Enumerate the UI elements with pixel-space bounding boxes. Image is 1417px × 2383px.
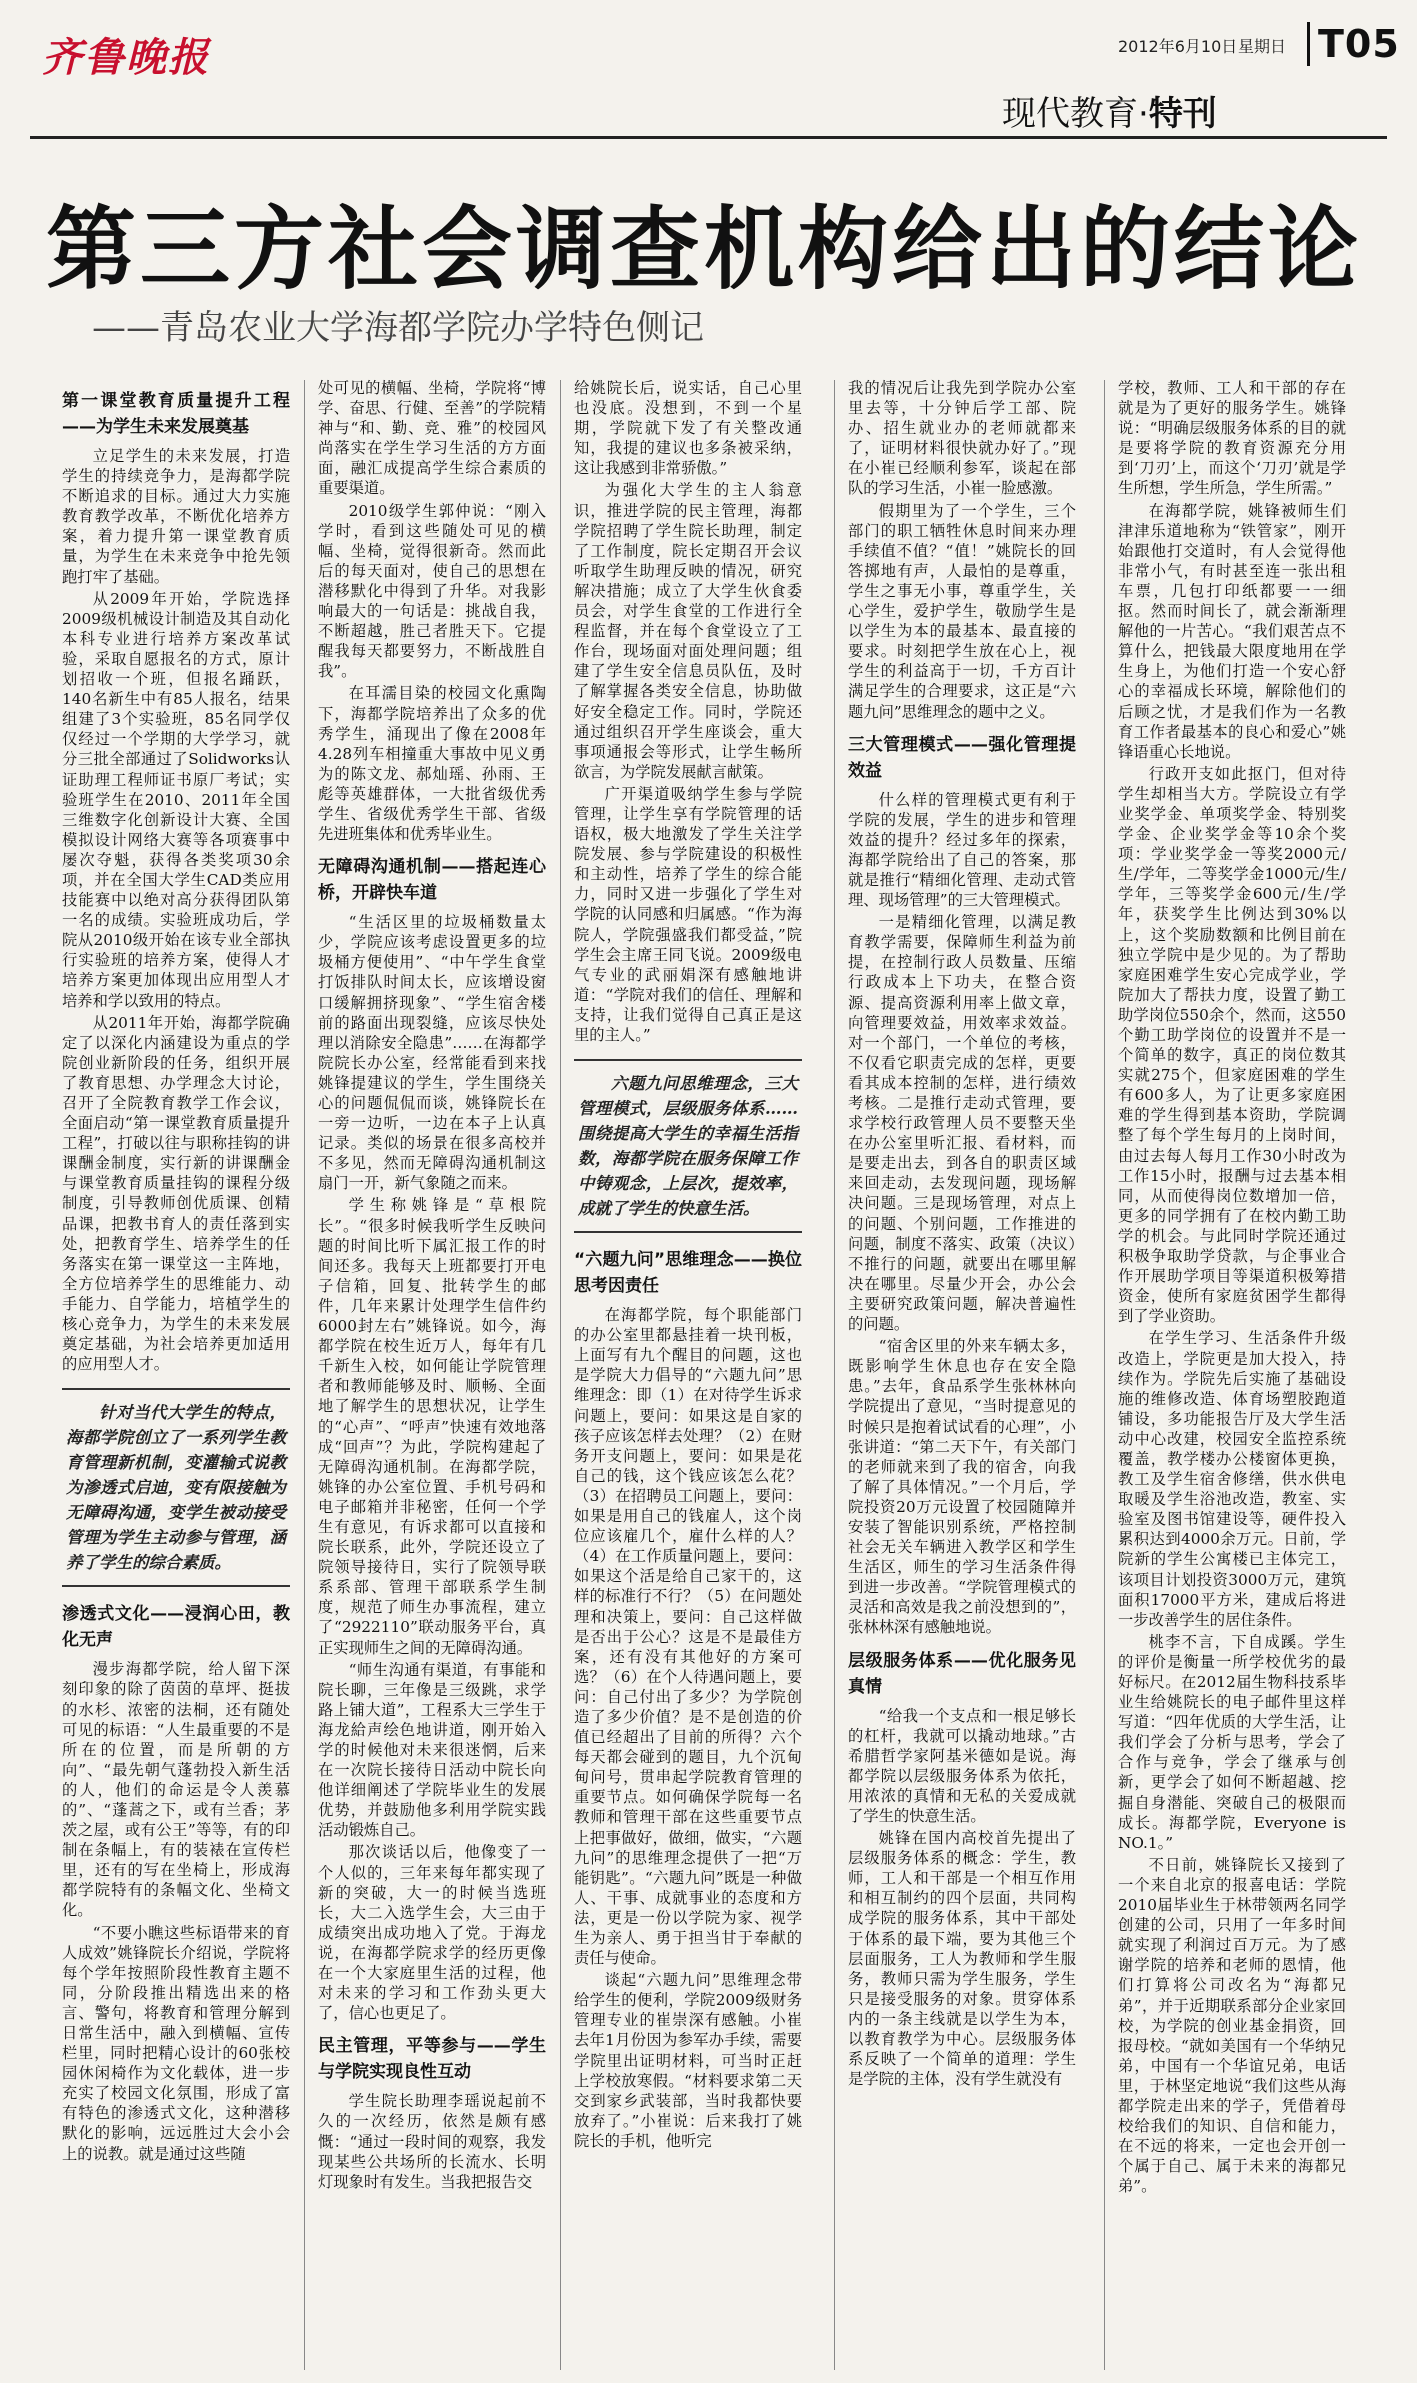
paragraph: “不要小瞧这些标语带来的育人成效”姚锋院长介绍说，学院将每个学年按照阶段性教育主题不同，分阶段推出精选出来的格言、警句，将教育和管理分解到日常生活中，融入到横幅、宣传栏里，同时把精心设计的60张校园休闲椅作为文化载体，进一步充实了校园文化氛围，形成了富有特色的渗透式文化，这种潜移默化的影响，远远胜过大会小会上的说教。就是通过这些随 (62, 1923, 290, 2163)
section-title-main: 现代教育· (1002, 94, 1149, 134)
paragraph: 在学生学习、生活条件升级改造上，学院更是加大投入，持续作为。学院先后实施了基础设施的维修改造、体育场塑胶跑道铺设，多功能报告厅及大学生活动中心改建，校园安全监控系统覆盖，教学楼办公楼窗体更换，教工及学生宿舍修缮，供水供电取暖及学生浴池改造，教室、实验室及图书馆建设等，硬件投入累积达到4000余万元。日前，学院新的学生公寓楼已主体完工，该项目计划投资3000万元，建筑面积17000平方米，建成后将进一步改善学生的居住条件。 (1118, 1329, 1346, 1629)
column-divider (304, 380, 305, 2370)
section-heading: 无障碍沟通机制——搭起连心桥，开辟快车道 (318, 857, 546, 904)
paragraph: 我的情况后让我先到学院办公室里去等，十分钟后学工部、院办、招生就业办的老师就都来了，证明材料很快就办好了。”现在小崔已经顺利参军，谈起在部队的学习生活，小崔一脸感激。 (848, 379, 1076, 498)
article-column-1 (62, 378, 290, 2166)
article-column-5 (1118, 378, 1346, 2198)
page-number-divider (1307, 22, 1310, 66)
paragraph: 广开渠道吸纳学生参与学院管理，让学生享有学院管理的话语权，极大地激发了学生关注学院发展、参与学院建设的积极性和主动性，培养了学生的综合能力，同时又进一步强化了学生对学院的认同感和归属感。“作为海院人，学院强盛我们都受益，”院学生会主席王同飞说。2009级电气专业的武丽娟深有感触地讲道：“学院对我们的信任、理解和支持，让我们觉得自己真正是这里的主人。” (574, 784, 802, 1044)
weekday: 星期日 (1238, 37, 1287, 56)
paragraph: 谈起“六题九问”思维理念带给学生的便利，学院2009级财务管理专业的崔崇深有感触。小崔去年1月份因为参军办手续，需要学院里出证明材料，可当时正赶上学校放寒假。“材料要求第二天交到家乡武装部，当时我都快要放弃了。”小崔说：后来我打了姚院长的手机，他听完 (574, 1971, 802, 2150)
paragraph: 不日前，姚锋院长又接到了一个来自北京的报喜电话：学院2010届毕业生于林带领两名同学创建的公司，只用了一年多时间就实现了利润过百万元。为了感谢学院的培养和老师的恩情，他们打算将公司改名为“海都兄弟”，并于近期联系部分企业家回校，为学院的创业基金捐资，回报母校。“就如美国有一个华纳兄弟，中国有一个华谊兄弟，电话里，于林坚定地说“我们这些从海都学院走出来的学子，凭借着母校给我们的知识、自信和能力，在不远的将来，一定也会开创一个属于自己、属于未来的海都兄弟”。 (1118, 1855, 1346, 2196)
paragraph: 处可见的横幅、坐椅，学院将“博学、奋思、行健、至善”的学院精神与“和、勤、竞、雅”的校园风尚落实在学生学习生活的方方面面，融汇成提高学生综合素质的重要渠道。 (318, 379, 546, 498)
paragraph: 学生称姚锋是“草根院长”。“很多时候我听学生反映问题的时间比听下属汇报工作的时间还多。我每天上班都要打开电子信箱，回复、批转学生的邮件，几年来累计处理学生信件约6000封左右”姚锋说。如今，海都学院在校生近万人，每年有几千新生入校，如何能让学院管理者和教师能够及时、顺畅、全面地了解学生的思想状况，让学生的“心声”、“呼声”快速有效地落成“回声”？为此，学院构建起了无障碍沟通机制。在海都学院，姚锋的办公室位置、手机号码和电子邮箱并非秘密，任何一个学生有意见，有诉求都可以直接和院长联系，此外，学院还设立了院领导接待日，实行了院领导联系系部、管理干部联系学生制度，规范了师生办事流程，建立了“2922110”联动服务平台，真正实现师生之间的无障碍沟通。 (318, 1196, 546, 1657)
section-heading: 民主管理，平等参与——学生与学院实现良性互动 (318, 2036, 546, 2083)
headline: 第三方社会调查机构给出的结论 (46, 197, 1362, 302)
section-heading: 三大管理模式——强化管理提效益 (848, 734, 1076, 781)
paragraph: 学校，教师、工人和干部的存在就是为了更好的服务学生。姚锋说：“明确层级服务体系的目的就是要将学院的教育资源充分用到‘刀刃’上，而这个‘刀刃’就是学生所想，学生所急，学生所需。” (1118, 379, 1346, 498)
column-divider (560, 380, 561, 2370)
paragraph: “给我一个支点和一根足够长的杠杆，我就可以撬动地球。”古希腊哲学家阿基米德如是说。海都学院以层级服务体系为依托，用浓浓的真情和无私的关爱成就了学生的快意生活。 (848, 1706, 1076, 1825)
paragraph: 给姚院长后，说实话，自己心里也没底。没想到，不到一个星期，学院就下发了有关整改通知，我提的建议也多条被采纳，这让我感到非常骄傲。” (574, 379, 802, 478)
column-divider (834, 380, 835, 2370)
paragraph: 从2009年开始，学院选择2009级机械设计制造及其自动化本科专业进行培养方案改革试验，采取自愿报名的方式，原计划招收一个班，但报名踊跃，140名新生中有85人报名，结果组建了3个实验班，85名同学仅仅经过一个学期的大学学习，就分三批全部通过了Solidworks认证助理工程师证书原厂考试；实验班学生在2010、2011年全国三维数字化创新设计大赛、全国模拟设计网络大赛等各项赛事中屡次夺魁，获得各类奖项30余项，并在全国大学生CAD类应用技能赛中以绝对高分获得团队第一名的成绩。实验班成功后，学院从2010级开始在该专业全部执行实验班的培养方案，使得人才培养方案更加体现出应用型人才培养和学以致用的特点。 (62, 589, 290, 1010)
paragraph: 桃李不言，下自成蹊。学生的评价是衡量一所学校优劣的最好标尺。在2012届生物科技系毕业生给姚院长的电子邮件里这样写道：“四年优质的大学生活，让我们学会了分析与思考，学会了合作与竞争，学会了继承与创新，更学会了如何不断超越、挖掘自身潜能、突破自己的极限而成长。海都学院，Everyone is NO.1。” (1118, 1632, 1346, 1852)
paragraph: 在耳濡目染的校园文化熏陶下，海都学院培养出了众多的优秀学生，涌现出了像在2008年4.28列车相撞重大事故中见义勇为的陈文龙、郝灿瑶、孙雨、王彪等英雄群体，一大批省级优秀学生、省级优秀学生干部、省级先进班集体和优秀毕业生。 (318, 684, 546, 844)
section-heading: 层级服务体系——优化服务见真情 (848, 1650, 1076, 1697)
paragraph: 为强化大学生的主人翁意识，推进学院的民主管理，海都学院招聘了学生院长助理，制定了工作制度，院长定期召开会议听取学生助理反映的情况，研究解决措施；成立了大学生伙食委员会，对学生食堂的工作进行全程监督，并在每个食堂设立了工作台，现场面对面处理问题；组建了学生安全信息员队伍，及时了解掌握各类安全信息，协助做好安全稳定工作。同时，学院还通过组织召开学生座谈会，重大事项通报会等形式，让学生畅所欲言，为学院发展献言献策。 (574, 481, 802, 781)
paragraph: 漫步海都学院，给人留下深刻印象的除了茵茵的草坪、挺拔的水杉、浓密的法桐，还有随处可见的标语：“人生最重要的不是所在的位置，而是所朝的方向”、“最先朝气蓬勃投入新生活的人，他们的命运是令人羡慕的”、“蓬蒿之下，或有兰香；茅茨之屋，或有公王”等等，有的印制在条幅上，有的装裱在宣传栏里，还有的写在坐椅上，形成海都学院特有的条幅文化、坐椅文化。 (62, 1660, 290, 1920)
paragraph: 立足学生的未来发展，打造学生的持续竞争力，是海都学院不断追求的目标。通过大力实施教育教学改革，不断优化培养方案，着力提升第一课堂教育质量，为学生在未来竞争中抢先领跑打牢了基础。 (62, 447, 290, 586)
paragraph: “宿舍区里的外来车辆太多，既影响学生休息也存在安全隐患。”去年，食品系学生张林林向学院提出了意见，“当时提意见的时候只是抱着试试看的心理”，小张讲道：“第二天下午，有关部门的老师就来到了我的宿舍，向我了解了具体情况。”一个月后，学院投资20万元设置了校园随障并安装了智能识别系统，严格控制社会无关车辆进入教学区和学生生活区，师生的学习生活条件得到进一步改善。“学院管理模式的灵活和高效是我之前没想到的”，张林林深有感触地说。 (848, 1337, 1076, 1637)
section-title-emphasis: 特刊 (1148, 94, 1217, 134)
paragraph: “生活区里的垃圾桶数量太少，学院应该考虑设置更多的垃圾桶方便使用”、“中午学生食堂打饭排队时间太长，应该增设窗口缓解拥挤现象”、“学生宿舍楼前的路面出现裂缝，应该尽快处理以消除安全隐患”……在海都学院院长办公室，经常能看到来找姚锋提建议的学生，学生围绕关心的问题侃侃而谈，姚锋院长在一旁一边听，一边在本子上认真记录。类似的场景在很多高校并不多见，然而无障碍沟通机制这扇门一开，新气象随之而来。 (318, 913, 546, 1193)
page-number: T05 (1318, 22, 1400, 66)
paragraph: 行政开支如此抠门，但对待学生却相当大方。学院设立有学业奖学金、单项奖学金、特别奖学金、企业奖学金等10余个奖项：学业奖学金一等奖2000元/生/学年，二等奖学金1000元/生/学年，三等奖学金600元/生/学年，获奖学生比例达到30%以上，这个奖励数额和比例目前在独立学院中是少见的。为了帮助家庭困难学生安心完成学业，学院加大了帮扶力度，设置了勤工助学岗位550余个，然而，这550个勤工助学岗位的设置并不是一个简单的数字，真正的岗位数其实就275个，但家庭困难的学生有600多人，为了让更多家庭困难的学生得到基本资助，学院调整了每个学生每月的上岗时间，由过去每人每月工作30小时改为工作15小时，报酬与过去基本相同，从而使得岗位数增加一倍，更多的同学拥有了在校内勤工助学的机会。与此同时学院还通过积极争取助学贷款，与企事业合作开展助学项目等渠道积极筹措资金，使所有家庭贫困学生都得到了学业资助。 (1118, 764, 1346, 1326)
pull-quote: 针对当代大学生的特点，海都学院创立了一系列学生教育管理新机制，变灌输式说教为渗透式启迪，变有限接触为无障碍沟通，变学生被动接受管理为学生主动参与管理，涵养了学生的综合素质。 (62, 1388, 290, 1587)
paragraph: 从2011年开始，海都学院确定了以深化内涵建设为重点的学院创业新阶段的任务，组织开展了教育思想、办学理念大讨论，召开了全院教育教学工作会议，全面启动“第一课堂教育质量提升工程”，打破以往与职称挂钩的讲课酬金制度，实行新的讲课酬金与课堂教育质量挂钩的课程分级制度，引导教师创优质课、创精品课，把教书育人的责任落到实处，把教育学生、培养学生的任务落实在第一课堂这一主阵地，全方位培养学生的思维能力、动手能力、自学能力，培植学生的核心竞争力，为学生的未来发展奠定基础，为社会培养更加适用的应用型人才。 (62, 1013, 290, 1374)
issue-date: 2012年6月10日 (1118, 37, 1238, 56)
paragraph: “师生沟通有渠道，有事能和院长聊，三年像是三级跳，求学路上铺大道”，工程系大三学生于海龙給声绘色地讲道，刚开始入学的时候他对未来很迷惘，后来在一次院长接待日活动中院长向他详细阐述了学院毕业生的发展优势，并鼓励他多利用学院实践活动锻炼自己。 (318, 1660, 546, 1840)
masthead: 齐鲁晚报 (42, 34, 210, 81)
paragraph: 那次谈话以后，他像变了一个人似的，三年来每年都实现了新的突破，大一的时候当选班长，大二入选学生会，大三由于成绩突出成功地入了党。于海龙说，在海都学院求学的经历更像在一个大家庭里生活的过程，他对未来的学习和工作劲头更大了，信心也更足了。 (318, 1843, 546, 2023)
paragraph: 假期里为了一个学生，三个部门的职工牺牲休息时间来办理手续值不值？“值！”姚院长的回答掷地有声，人最怕的是尊重，学生之事无小事，尊重学生，关心学生，爱护学生，敬励学生是以学生为本的最基本、最直接的要求。时刻把学生放在心上，视学生的利益高于一切，千方百计满足学生的合理要求，这正是“六题九问”思维理念的题中之义。 (848, 501, 1076, 721)
paragraph: 一是精细化管理，以满足教育教学需要，保障师生利益为前提，在控制行政人员数量、压缩行政成本上下功夫，在整合资源、提高资源利用率上做文章，向管理要效益，用效率求效益。对一个部门，一个单位的考核，不仅看它职责完成的怎样，更要看其成本控制的怎样，进行绩效考核。二是推行走动式管理，要求学校行政管理人员不要整天坐在办公室里听汇报、看材料，而是要走出去，到各自的职责区域来回走动，去发现问题，现场解决问题。三是现场管理，对点上的问题、个别问题，工作推进的问题，制度不落实、政策（决议）不推行的问题，就要出在哪里解决在哪里。尽量少开会，办公会主要研究政策问题，解决普遍性的问题。 (848, 913, 1076, 1334)
paragraph: 学生院长助理李瑶说起前不久的一次经历，依然是颇有感慨：“通过一段时间的观察，我发现某些公共场所的长流水、长明灯现象时有发生。当我把报告交 (318, 2092, 546, 2191)
article-column-2 (318, 378, 546, 2194)
paragraph: 姚锋在国内高校首先提出了层级服务体系的概念：学生，教师，工人和干部是一个相互作用和相互制约的四个层面，共同构成学院的服务体系，其中干部处于体系的最下端，要为其他三个层面服务，工人为教师和学生服务，教师只需为学生服务，学生只是接受服务的对象。贯穿体系内的一条主线就是以学生为本，以教育教学为中心。层级服务体系反映了一个简单的道理：学生是学院的主体，没有学生就没有 (848, 1829, 1076, 2089)
paragraph: 什么样的管理模式更有利于学院的发展，学生的进步和管理效益的提升？经过多年的探索，海都学院给出了自己的答案，那就是推行“精细化管理、走动式管理、现场管理”的三大管理模式。 (848, 790, 1076, 910)
section-heading: “六题九问”思维理念——换位思考因责任 (574, 1250, 802, 1297)
subheadline: ——青岛农业大学海都学院办学特色侧记 (92, 308, 704, 348)
section-heading: 渗透式文化——浸润心田，教化无声 (62, 1604, 290, 1651)
section-title (1002, 86, 1217, 135)
article-column-3 (574, 378, 802, 2153)
top-rule (30, 136, 1387, 139)
article-column-4 (848, 378, 1076, 2091)
paragraph: 在海都学院，姚锋被师生们津津乐道地称为“铁管家”，刚开始跟他打交道时，有人会觉得他非常小气，有时甚至连一张出租车票，几包打印纸都要一一细抠。然而时间长了，就会渐渐理解他的一片苦心。“我们艰苦点不算什么，把钱最大限度地用在学生身上，为他们打造一个安心舒心的幸福成长环境，解除他们的后顾之忧，才是我们作为一名教育工作者最基本的良心和爱心”姚锋语重心长地说。 (1118, 501, 1346, 761)
paragraph: 2010级学生郭仲说：“刚入学时，看到这些随处可见的横幅、坐椅，觉得很新奇。然而此后的每天面对，使自己的思想在潜移默化中得到了升华。对我影响最大的一句话是：挑战自我，不断超越，胜己者胜天下。它提醒我每天都要努力，不断战胜自我”。 (318, 501, 546, 681)
column-divider (1104, 380, 1105, 2370)
pull-quote: 六题九问思维理念，三大管理模式，层级服务体系……围绕提高大学生的幸福生活指数，海都学院在服务保障工作中铸观念，上层次，提效率，成就了学生的快意生活。 (574, 1059, 802, 1233)
section-heading: 第一课堂教育质量提升工程——为学生未来发展奠基 (62, 391, 290, 437)
paragraph: 在海都学院，每个职能部门的办公室里都悬挂着一块刊板，上面写有九个醒目的问题，这也是学院大力倡导的“六题九问”思维理念：即（1）在对待学生诉求问题上，要问：如果这是自家的孩子应该怎样去处理？（2）在财务开支问题上，要问：如果是花自己的钱，这个钱应该怎么花？（3）在招聘员工问题上，要问：如果是用自己的钱雇人，这个岗位应该雇几个，雇什么样的人？（4）在工作质量问题上，要问：如果这个活是给自己家干的，这样的标准行不行？（5）在问题处理和决策上，要问：自己这样做是否出于公心？这是不是最佳方案，还有没有其他好的方案可选？（6）在个人待遇问题上，要问：自己付出了多少？为学院创造了多少价值？是不是创造的价值已经超出了目前的所得？六个每天都会碰到的题目，九个沉甸甸问号，贯串起学院教育管理的重要节点。如何确保学院每一名教师和管理干部在这些重要节点上把事做好，做细，做实，“六题九问”的思维理念提供了一把“万能钥匙”。“六题九问”既是一种做人、干事、成就事业的态度和方法，更是一份以学院为家、视学生为亲人、勇于担当甘于奉献的责任与使命。 (574, 1306, 802, 1968)
